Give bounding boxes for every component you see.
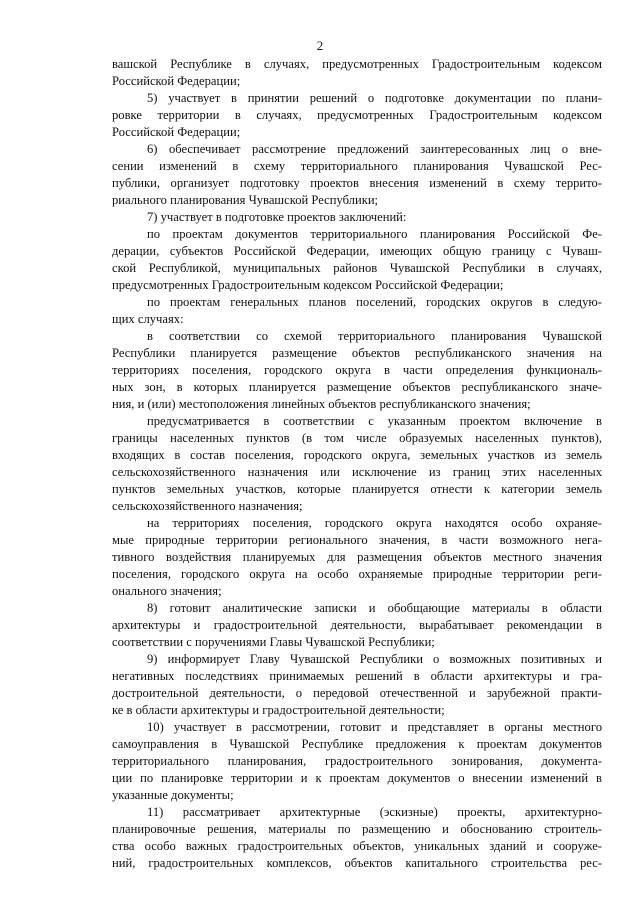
text-line: 8) готовит аналитические записки и обобщающие материалы в области [147, 601, 602, 615]
text-line: в соответствии со схемой территориального планирования Чувашской [147, 329, 602, 343]
text-line: тивного воздействия планируемых для размещения объектов местного значения [112, 550, 602, 564]
text-line: ния, и (или) местоположения линейных объектов республиканского значения; [112, 397, 531, 411]
text-line: границы населенных пунктов (в том числе образуемых населенных пунктов), [112, 431, 602, 445]
text-line: территориях поселения, городского округа в части определения функциональ- [112, 363, 602, 377]
text-line: достроительной деятельности, о передовой отечественной и зарубежной практи- [112, 686, 602, 700]
text-line: онального значения; [112, 584, 222, 598]
text-line: сении изменений в схему территориального планирования Чувашской Рес- [112, 159, 602, 173]
text-line: сельскохозяйственного назначения; [112, 499, 303, 513]
text-line: территориального планирования, градостроительного зонирования, документа- [112, 754, 602, 768]
text-line: предусмотренных Градостроительным кодексом Российской Федерации; [112, 278, 504, 292]
text-line: 6) обеспечивает рассмотрение предложений заинтересованных лиц о вне- [147, 142, 602, 156]
text-line: 7) участвует в подготовке проектов заключений: [147, 210, 407, 224]
text-line: архитектуры и градостроительной деятельности, вырабатывает рекомендации в [112, 618, 602, 632]
text-line: 10) участвует в рассмотрении, готовит и представляет в органы местного [147, 720, 602, 734]
text-line: пунктов земельных участков, которые планируется отнести к категории земель [112, 482, 602, 496]
text-line: Российской Федерации; [112, 125, 241, 139]
text-line: по проектам генеральных планов поселений, городских округов в следую- [147, 295, 602, 309]
text-line: публики, организует подготовку проектов внесения изменений в схему террито- [112, 176, 602, 190]
text-line: входящих в состав поселения, городского округа, земельных участков из земель [112, 448, 602, 462]
text-line: соответствии с поручениями Главы Чувашской Республики; [112, 635, 435, 649]
text-line: планировочные решения, материалы по размещению и обоснованию строитель- [112, 822, 602, 836]
text-line: риального планирования Чувашской Республики; [112, 193, 379, 207]
text-line: ных зон, в которых планируется размещение объектов республиканского значе- [112, 380, 602, 394]
text-line: на территориях поселения, городского округа находятся особо охраняе- [147, 516, 602, 530]
text-line: вашской Республике в случаях, предусмотренных Градостроительным кодексом [112, 57, 602, 71]
text-line: ской Республикой, муниципальных районов Чувашской Республики в случаях, [112, 261, 602, 275]
document-body [112, 56, 602, 872]
text-line: указанные документы; [112, 788, 234, 802]
text-line: ровке территории в случаях, предусмотренных Градостроительным кодексом [112, 108, 602, 122]
text-line: предусматривается в соответствии с указанным проектом включение в [147, 414, 602, 428]
text-line: ний, градостроительных комплексов, объектов капитального строительства рес- [112, 856, 602, 870]
text-line: по проектам документов территориального планирования Российской Фе- [147, 227, 602, 241]
text-line: Российской Федерации; [112, 74, 241, 88]
text-line: 11) рассматривает архитектурные (эскизные) проекты, архитектурно- [147, 805, 602, 819]
text-line: сельскохозяйственного назначения или исключение из границ этих населенных [112, 465, 602, 479]
text-line: ции по планировке территории и к проектам документов о внесении изменений в [112, 771, 602, 785]
text-line: негативных последствиях принимаемых решений в области архитектуры и гра- [112, 669, 602, 683]
text-line: ке в области архитектуры и градостроительной деятельности; [112, 703, 445, 717]
text-line: мые природные территории регионального значения, в части возможного нега- [112, 533, 602, 547]
text-line: самоуправления в Чувашской Республике предложения к проектам документов [112, 737, 602, 751]
text-line: 9) информирует Главу Чувашской Республики о возможных позитивных и [147, 652, 602, 666]
text-line: щих случаях: [112, 312, 184, 326]
text-line: дерации, субъектов Российской Федерации, имеющих общую границу с Чуваш- [112, 244, 602, 258]
text-line: поселения, городского округа на особо охраняемые природные территории реги- [112, 567, 602, 581]
text-line: Республики планируется размещение объектов республиканского значения на [112, 346, 602, 360]
text-line: 5) участвует в принятии решений о подготовке документации по плани- [147, 91, 602, 105]
page-number: 2 [316, 38, 324, 53]
text-line: ства особо важных градостроительных объектов, уникальных зданий и сооруже- [112, 839, 602, 853]
